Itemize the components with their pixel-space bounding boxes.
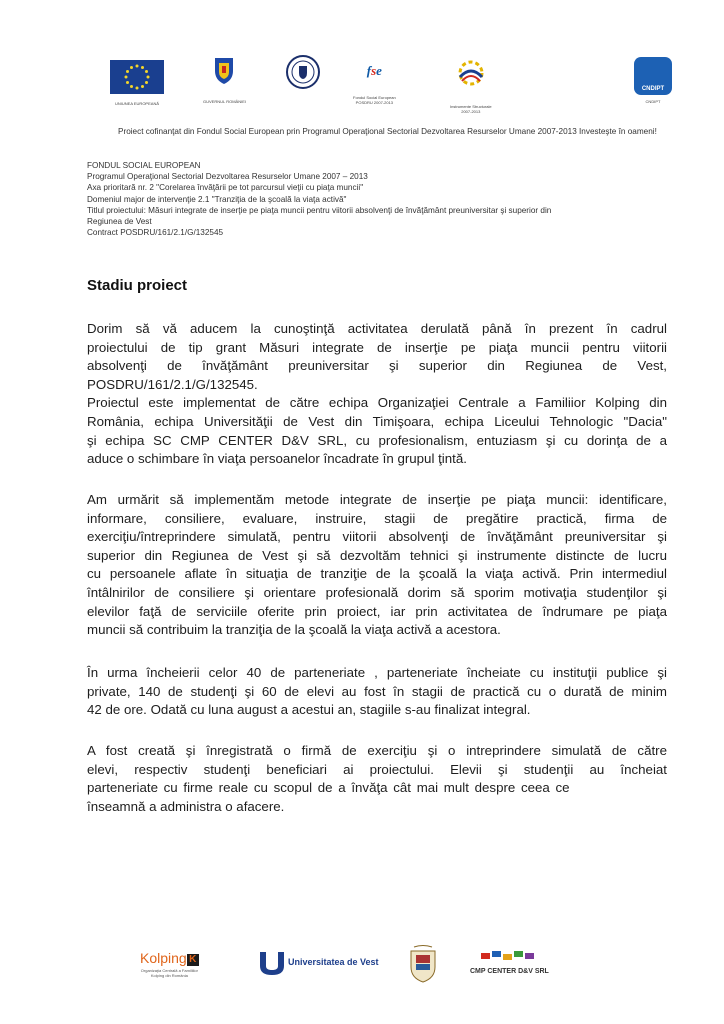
dacia-school-logo bbox=[408, 945, 438, 988]
cmp-center-logo bbox=[470, 949, 549, 975]
text-line: Am urmărit să implementăm metode integrate de inserţie pe piaţa muncii: identificare, bbox=[87, 492, 667, 507]
instr-caption-2: 2007-2013 bbox=[461, 109, 481, 114]
uvt-logo bbox=[258, 950, 379, 981]
fund-line: FONDUL SOCIAL EUROPEAN bbox=[87, 161, 201, 170]
text-line: absolvenţi de învăţământ preuniversitar şi superior din Regiunea de Vest, bbox=[87, 358, 667, 374]
eu-logo bbox=[110, 60, 164, 106]
text-line: elevilor faţă de serviciile oferite prin proiect, iar prin activitatea de îndrumare pe piaţa bbox=[87, 603, 667, 619]
cmp-wordmark: CMP CENTER D&V SRL bbox=[470, 968, 549, 975]
text-line: aduce o schimbare în viaţa persoanelor încadrate în grupul ţintă. bbox=[87, 451, 467, 467]
cndipt-caption: CNDIPT bbox=[645, 99, 661, 104]
cndipt-badge-icon: CNDIPT bbox=[634, 57, 672, 95]
ministry-seal-icon bbox=[286, 55, 320, 89]
contract-line: Contract POSDRU/161/2.1/G/132545 bbox=[87, 228, 224, 238]
text-line: şi echipa SC CMP CENTER D&V SRL, cu profesionalism, entuziasm şi cu dorinţa de a bbox=[87, 432, 667, 448]
text-line: private, 140 de studenţi şi 60 de elevi au fost în stagii de practică cu o durată de minim bbox=[87, 683, 667, 699]
instr-caption-1: Instrumente Structurale bbox=[450, 104, 492, 109]
fse-mark-icon: fse bbox=[366, 63, 382, 78]
dacia-crest-icon bbox=[408, 945, 438, 983]
header-logos bbox=[100, 55, 690, 115]
structural-instruments-icon bbox=[451, 57, 491, 89]
fse-caption-1: Fondul Social European bbox=[353, 95, 396, 100]
paragraph-simulated-firm bbox=[87, 742, 667, 816]
page-title: Stadiu proiect bbox=[87, 277, 188, 294]
text-line: informare, consiliere, evaluare, instruire, stagii de pregătire practică, firma de bbox=[87, 510, 667, 526]
coat-of-arms-icon bbox=[213, 55, 235, 85]
program-line: Programul Operaţional Sectorial Dezvoltarea Resurselor Umane 2007 – 2013 bbox=[87, 172, 368, 182]
text-line: superior din Regiunea de Vest şi să dezvoltăm tehnici şi instrumente distincte de lucru bbox=[87, 547, 667, 563]
intervention-line: Domeniul major de intervenţie 2.1 "Tranziţia de la şcoală la viaţa activă" bbox=[87, 194, 347, 204]
text-line: parteneriate cu firme reale cu scopul de a învăţa cât mai mult despre ceea ce bbox=[87, 780, 570, 796]
cofinancing-note: Proiect cofinanţat din Fondul Social European prin Programul Operaţional Sectorial Dezvoltarea Resurselor Umane 2007-2013 Investeşte în oameni! bbox=[118, 127, 657, 136]
paragraph-partnerships bbox=[87, 664, 667, 720]
text-line: elevi, respectiv studenţi beneficiari ai proiectului. Elevii şi studenţii au încheiat bbox=[87, 761, 667, 777]
kolping-wordmark: Kolping bbox=[140, 950, 187, 966]
eu-caption: UNIUNEA EUROPEANĂ bbox=[114, 101, 159, 106]
project-title-line: Titlul proiectului: Măsuri integrate de inserţie pe piaţa muncii pentru viitorii absolvenţi de învăţământ preuniversitar şi superior din bbox=[87, 205, 552, 215]
text-line: întâlnirilor de consiliere şi orientare profesională dorim să sporim motivaţia studenţilor şi bbox=[87, 584, 667, 600]
uvt-wordmark: Universitatea de Vest bbox=[288, 957, 379, 967]
text-line: 42 de ore. Odată cu luna august a acestui an, stagiile s-au finalizat integral. bbox=[87, 702, 531, 718]
kolping-logo bbox=[140, 950, 199, 978]
kolping-caption-1: Organizaţia Centrală a Familiilor bbox=[140, 968, 198, 973]
text-line: proiectului de tip grant Măsuri integrate de inserţie pe piaţa muncii pentru viitorii bbox=[87, 339, 667, 355]
project-title-line-2: Regiunea de Vest bbox=[87, 217, 152, 227]
uvt-emblem-icon bbox=[258, 950, 286, 976]
paragraph-intro bbox=[87, 320, 667, 469]
priority-axis-line: Axa prioritară nr. 2 "Corelarea învăţării pe tot parcursul vieţii cu piaţa muncii" bbox=[87, 183, 364, 193]
gov-caption: GUVERNUL ROMÂNIEI bbox=[203, 99, 246, 104]
text-line: România, echipa Universităţii de Vest din Timişoara, echipa Liceului Tehnologic "Dacia" bbox=[87, 413, 667, 429]
text-line: A fost creată şi înregistrată o firmă de exerciţiu şi o intreprindere simulată de către bbox=[87, 743, 667, 758]
text-line: Proiectul este implementat de către echipa Organizaţiei Centrale a Familiior Kolping din bbox=[87, 395, 667, 411]
text-line: înseamnă a administra o afacere. bbox=[87, 798, 285, 814]
text-line: exerciţiu/întreprindere simulată, pentru viitorii absolvenţi de învăţământ preuniversitar şi bbox=[87, 529, 667, 545]
structural-instruments-logo bbox=[450, 57, 492, 114]
text-line: muncii să contribuim la tranziţia de la şcoală la viaţa activă a acestora. bbox=[87, 622, 501, 638]
government-logo bbox=[203, 55, 246, 104]
text-line: Dorim să vă aducem la cunoştinţă activitatea derulată până în prezent în cadrul bbox=[87, 321, 667, 336]
project-identification bbox=[87, 160, 687, 238]
text-line: cu persoanele aflate în situaţia de tranziţie de la şcoală la viaţa activă. Prin intermediul bbox=[87, 566, 667, 582]
kolping-k-icon: K bbox=[187, 954, 199, 966]
text-line: POSDRU/161/2.1/G/132545. bbox=[87, 376, 258, 392]
paragraph-methods bbox=[87, 491, 667, 640]
partner-logos bbox=[140, 945, 600, 985]
fse-logo bbox=[353, 63, 396, 105]
fse-caption-2: POSDRU 2007-2013 bbox=[355, 100, 394, 105]
ministry-seal bbox=[286, 55, 320, 94]
kolping-caption-2: Kolping din România bbox=[150, 973, 188, 978]
cmp-color-blocks-icon bbox=[479, 949, 539, 963]
text-line: În urma încheierii celor 40 de parteneriate , parteneriate încheiate cu instituţii publice şi bbox=[87, 665, 667, 680]
cndipt-logo bbox=[634, 57, 672, 104]
eu-flag-icon bbox=[110, 60, 164, 94]
